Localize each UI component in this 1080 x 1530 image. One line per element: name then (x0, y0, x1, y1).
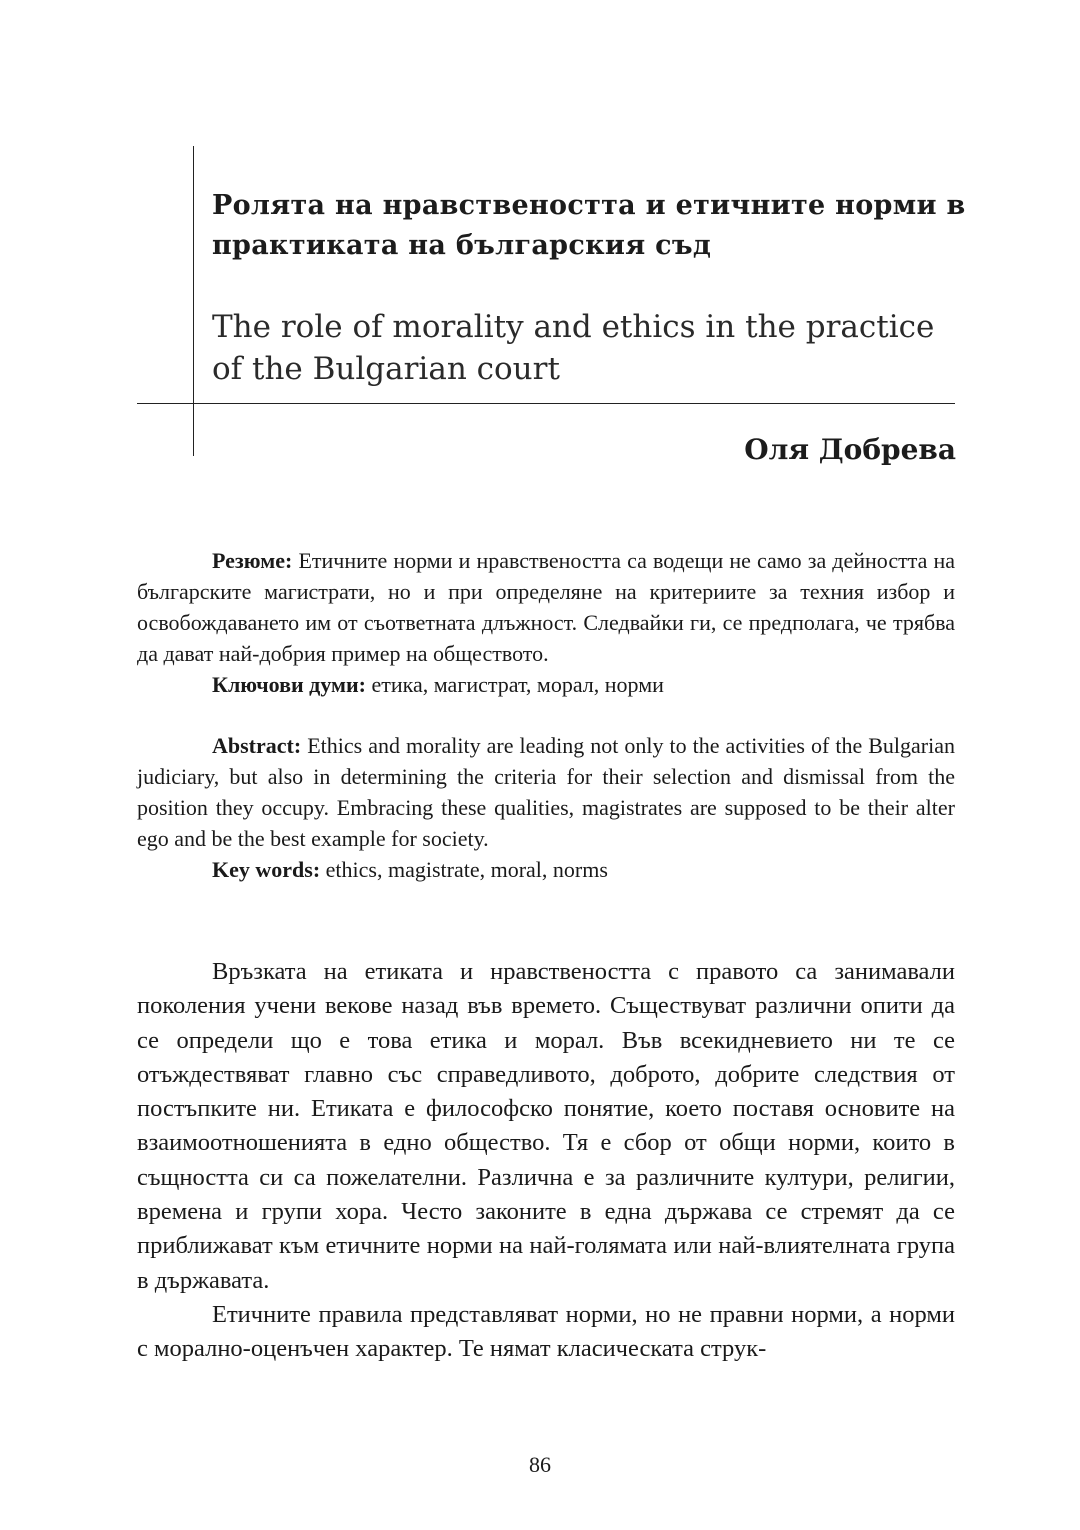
body-paragraph: Етичните правила представляват норми, но не правни норми, а норми с морално-оценъчен характер. Те нямат класическата струк- (137, 1300, 955, 1363)
keywords-english (137, 854, 955, 885)
article-title-bulgarian: Ролята на нравствеността и етичните норми в практиката на българския съд (212, 190, 966, 261)
abstract-bulgarian-text: Етичните норми и нравствеността са водещи не само за дейността на българските магистрати, но и при определяне на критериите за техния избор и освобождаването им от съответната длъжност. Следвайки ги, се предполага, че трябва да дават най-добрия пример на обществото. (137, 548, 955, 666)
body-paragraph: Връзката на етиката и нравствеността с правото са занимавали поколения учени векове назад във времето. Съществуват различни опити да се определи що е това етика и морал. Във всекидневието ни те се отъждествяват главно със справедливото, доброто, добрите следствия от постъпките ни. Етиката е философско понятие, което поставя основите на взаимоотношенията в едно общество. Тя е сбор от общи норми, които в същността си са пожелателни. Различна е за различните култури, религии, времена и групи хора. Често законите в една държава се стремят да се приближават към етичните норми на най-голямата или най-влиятелната група в държавата. (137, 958, 955, 1294)
title-vertical-rule (193, 146, 194, 456)
body-text (137, 955, 955, 1367)
title-horizontal-rule (137, 403, 955, 404)
abstract-english-label: Abstract: (212, 733, 302, 758)
keywords-bulgarian (137, 669, 955, 700)
abstract-bulgarian-paragraph (137, 545, 955, 669)
keywords-bulgarian-label: Ключови думи: (212, 672, 367, 697)
page-number: 86 (529, 1452, 551, 1477)
article-title-english: The role of morality and ethics in the practice of the Bulgarian court (212, 309, 935, 387)
abstract-english-paragraph (137, 730, 955, 854)
abstract-english-text: Ethics and morality are leading not only to the activities of the Bulgarian judiciary, but also in determining the criteria for their selection and dismissal from the position they occupy. Embracing these qualities, magistrates are supposed to be their alter ego and be the best example for society. (137, 733, 955, 851)
keywords-bulgarian-text: етика, магистрат, морал, норми (371, 672, 664, 697)
keywords-english-label: Key words: (212, 857, 321, 882)
keywords-english-text: ethics, magistrate, moral, norms (325, 857, 608, 882)
abstract-english (137, 730, 955, 885)
abstract-bulgarian-label: Резюме: (212, 548, 293, 573)
abstract-bulgarian (137, 545, 955, 700)
author-name: Оля Добрева (744, 433, 956, 466)
